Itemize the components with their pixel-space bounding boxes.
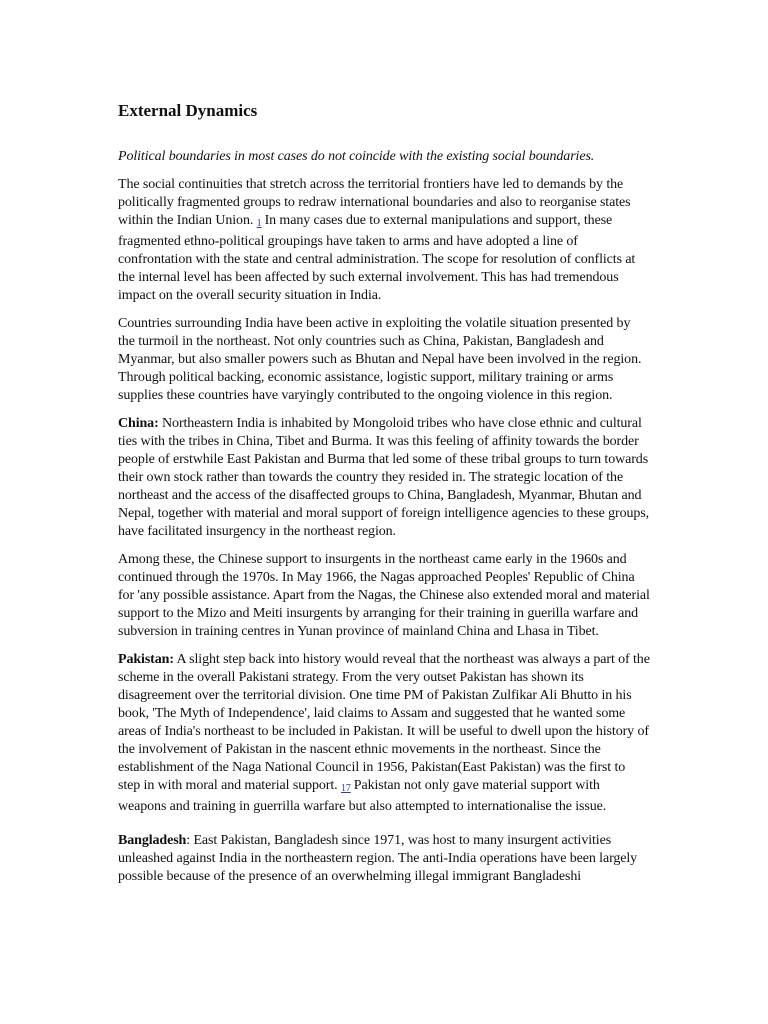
pakistan-lead: Pakistan: xyxy=(118,652,174,667)
footnote-link-17[interactable]: 17 xyxy=(340,783,351,794)
paragraph-text: A slight step back into history would reveal that the northeast was always a part of the scheme in the overall Pakistani strategy. From the very outset Pakistan has shown its disagreement over the territorial division. One time PM of Pakistan Zulfikar Ali Bhutto in his book, 'The Myth of Independence', laid claims to Assam and suggested that he wanted some areas of India's northeast to be included in Pakistan. It will be useful to dwell upon the history of the involvement of Pakistan in the nascent ethnic movements in the northeast. Since the establishment of the Naga National Council in 1956, Pakistan(East Pakistan) was the first to step in with moral and material support. xyxy=(118,652,650,793)
paragraph-pakistan xyxy=(118,651,650,816)
paragraph-surrounding-countries: Countries surrounding India have been active in exploiting the volatile situation presented by the turmoil in the northeast. Not only countries such as China, Pakistan, Bangladesh and Myanmar, but also smaller powers such as Bhutan and Nepal have been involved in the region. Through political backing, economic assistance, logistic support, military training or arms supplies these countries have varyingly contributed to the ongoing violence in this region. xyxy=(118,316,642,403)
document-page xyxy=(118,100,650,896)
paragraph-china xyxy=(118,415,650,541)
paragraph-chinese-support: Among these, the Chinese support to insurgents in the northeast came early in the 1960s and continued through the 1970s. In May 1966, the Nagas approached Peoples' Republic of China for 'any possible assistance. Apart from the Nagas, the Chinese also extended moral and material support to the Mizo and Meiti insurgents by arranging for their training in guerilla warfare and subversion in training centres in Yunan province of mainland China and Lhasa in Tibet. xyxy=(118,552,650,639)
section-heading: External Dynamics xyxy=(118,101,258,120)
china-lead: China: xyxy=(118,416,159,431)
paragraph-text: In many cases due to external manipulations and support, these fragmented ethno-political groupings have taken to arms and have adopted a line of confrontation with the state and central administration. The scope for resolution of conflicts at the internal level has been affected by such external involvement. This has had tremendous impact on the overall security situation in India. xyxy=(118,213,636,303)
paragraph-text: Northeastern India is inhabited by Mongoloid tribes who have close ethnic and cultural ties with the tribes in China, Tibet and Burma. It was this feeling of affinity towards the border people of erstwhile East Pakistan and Burma that led some of these tribal groups to turn towards their own stock rather than towards the country they resided in. The strategic location of the northeast and the access of the disaffected groups to China, Bangladesh, Myanmar, Bhutan and Nepal, together with material and moral support of foreign intelligence agencies to these groups, have facilitated insurgency in the northeast region. xyxy=(118,416,650,539)
paragraph-social-continuities xyxy=(118,176,650,305)
paragraph-text: The social continuities that stretch across the territorial frontiers have led to demands by the politically fragmented groups to redraw international boundaries and also to reorganise states within the Indian Union. xyxy=(118,177,631,228)
paragraph-bangladesh xyxy=(118,832,650,886)
footnote-link-1[interactable]: 1 xyxy=(256,218,262,229)
italic-subtitle: Political boundaries in most cases do not coincide with the existing social boundaries. xyxy=(118,149,595,164)
bangladesh-lead: Bangladesh xyxy=(118,833,187,848)
paragraph-text: : East Pakistan, Bangladesh since 1971, was host to many insurgent activities unleashed against India in the northeastern region. The anti-India operations have been largely possible because of the presence of an overwhelming illegal immigrant Bangladeshi xyxy=(118,833,638,884)
paragraph-text: Pakistan not only gave material support with weapons and training in guerrilla warfare but also attempted to internationalise the issue. xyxy=(118,778,607,814)
